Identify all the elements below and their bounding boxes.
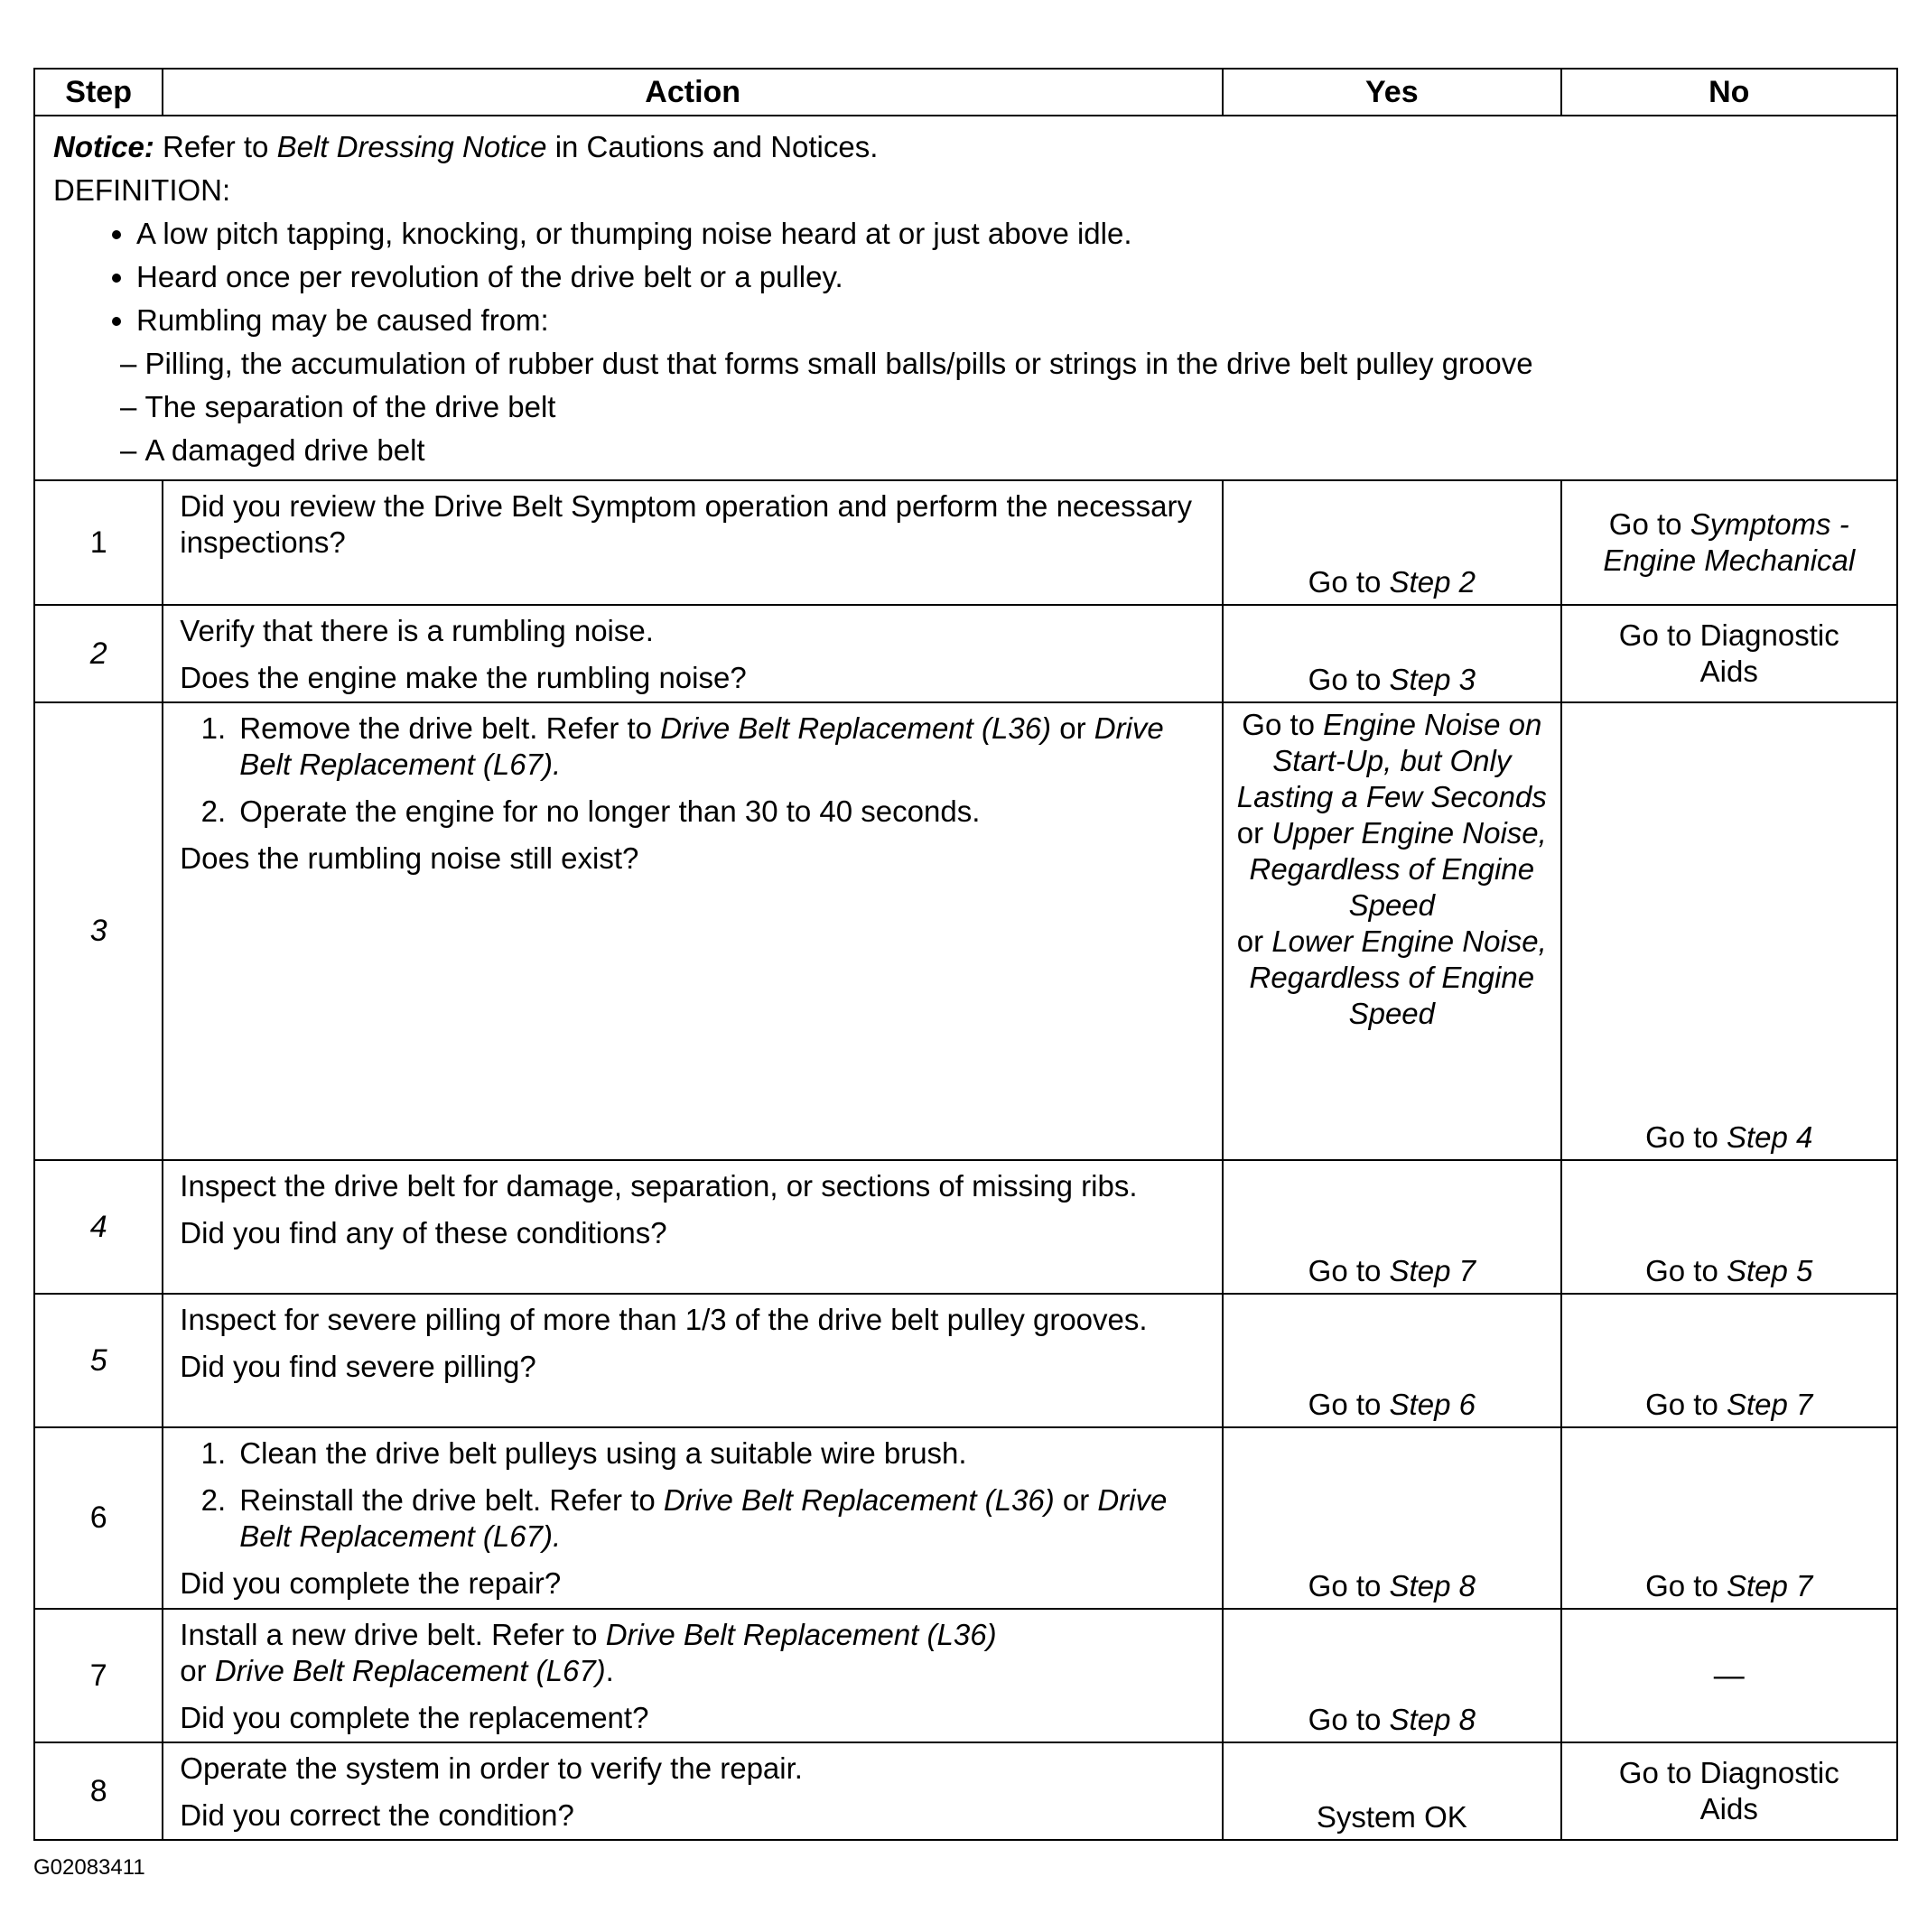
yes-cell <box>1223 1160 1560 1294</box>
no-cell <box>1561 605 1897 702</box>
dbr-l67-link[interactable]: Drive Belt Replacement (L67) <box>214 1654 606 1687</box>
definition-list <box>53 212 1878 342</box>
action-text: Verify that there is a rumbling noise. <box>180 614 654 647</box>
go-to-text: Go to <box>1608 507 1682 541</box>
or-text: or <box>1236 816 1264 850</box>
yes-cell <box>1223 480 1560 605</box>
action-question: Did you find any of these conditions? <box>180 1216 667 1249</box>
no-cell <box>1561 702 1897 1160</box>
cause-item: – A damaged drive belt <box>149 429 1878 472</box>
yes-cell <box>1223 1294 1560 1427</box>
step-number: 3 <box>34 702 163 1160</box>
no-cell <box>1561 1609 1897 1742</box>
step-link[interactable]: Step 7 <box>1389 1254 1476 1287</box>
go-to-text: Go to <box>1308 1388 1382 1421</box>
or-text: or <box>1236 924 1264 958</box>
or-text: or <box>1059 711 1086 745</box>
yes-cell <box>1223 605 1560 702</box>
action-step: 1. Remove the drive belt. Refer to Drive Belt Replacement (L36) or Drive Belt Replacement (L67). <box>234 711 1207 783</box>
diagnostic-aids-link[interactable]: Go to Diagnostic Aids <box>1618 1756 1839 1825</box>
step-link[interactable]: Step 7 <box>1727 1388 1813 1421</box>
no-cell <box>1561 1160 1897 1294</box>
action-question: Does the engine make the rumbling noise? <box>180 661 747 694</box>
action-steps <box>180 1435 1207 1555</box>
step-number: 7 <box>34 1609 163 1742</box>
action-text: Inspect for severe pilling of more than 1/3 of the drive belt pulley grooves. <box>180 1303 1148 1336</box>
step-link[interactable]: Step 8 <box>1389 1569 1476 1602</box>
dbr-l36-link[interactable]: Drive Belt Replacement (L36) <box>660 711 1052 745</box>
definition-label: DEFINITION: <box>53 173 231 207</box>
action-text: Operate the system in order to verify the repair. <box>180 1751 803 1785</box>
step-number: 8 <box>34 1742 163 1840</box>
notice-line <box>53 125 1878 169</box>
go-to-text: Go to <box>1308 1254 1382 1287</box>
step-action <box>163 1742 1223 1840</box>
yes-cell <box>1223 1742 1560 1840</box>
step-number: 2 <box>34 605 163 702</box>
upper-engine-noise-link[interactable]: Upper Engine Noise, Regardless of Engine Speed <box>1249 816 1547 922</box>
yes-cell <box>1223 702 1560 1160</box>
or-text: or <box>1062 1483 1090 1517</box>
step-row-5 <box>34 1294 1897 1427</box>
cause-list <box>53 342 1878 472</box>
no-cell <box>1561 1742 1897 1840</box>
engine-noise-startup-link[interactable]: Engine Noise on Start-Up, but Only Lasting a Few Seconds <box>1236 708 1547 813</box>
dbr-l36-link[interactable]: Drive Belt Replacement (L36) <box>663 1483 1055 1517</box>
step-row-2 <box>34 605 1897 702</box>
action-text: Reinstall the drive belt. Refer to <box>239 1483 656 1517</box>
go-to-text: Go to <box>1308 565 1382 599</box>
system-ok-text: System OK <box>1316 1800 1467 1834</box>
step-row-3 <box>34 702 1897 1160</box>
step-link[interactable]: Step 8 <box>1389 1703 1476 1736</box>
notice-text-after: in Cautions and Notices. <box>554 130 879 163</box>
action-step: 1. Clean the drive belt pulleys using a suitable wire brush. <box>234 1435 1207 1472</box>
step-action <box>163 1294 1223 1427</box>
action-text: Remove the drive belt. Refer to <box>239 711 653 745</box>
step-row-7 <box>34 1609 1897 1742</box>
action-text: Install a new drive belt. Refer to Drive Belt Replacement (L36) or Drive Belt Replacement (L67). <box>180 1618 997 1687</box>
step-action <box>163 480 1223 605</box>
header-row <box>34 69 1897 116</box>
step-action <box>163 702 1223 1160</box>
step-link[interactable]: Step 6 <box>1389 1388 1476 1421</box>
definition-item: • A low pitch tapping, knocking, or thumping noise heard at or just above idle. <box>136 212 1878 255</box>
action-text: Inspect the drive belt for damage, separation, or sections of missing ribs. <box>180 1169 1138 1203</box>
action-question: Did you correct the condition? <box>180 1798 574 1832</box>
dbr-l67-link[interactable]: Drive Belt Replacement (L67) <box>239 1483 1168 1553</box>
cause-item: – The separation of the drive belt <box>149 385 1878 429</box>
action-step: 2. Reinstall the drive belt. Refer to Drive Belt Replacement (L36) or Drive Belt Replacement (L67). <box>234 1482 1207 1555</box>
no-dash: — <box>1713 1658 1745 1693</box>
action-question: Does the rumbling noise still exist? <box>180 841 639 875</box>
action-question: Did you find severe pilling? <box>180 1350 536 1383</box>
definition-item: • Rumbling may be caused from: <box>136 299 1878 342</box>
symptoms-link[interactable]: Symptoms - Engine Mechanical <box>1603 507 1856 577</box>
step-action <box>163 1427 1223 1609</box>
step-number: 1 <box>34 480 163 605</box>
go-to-text: Go to <box>1308 1703 1382 1736</box>
step-action <box>163 1609 1223 1742</box>
step-link[interactable]: Step 4 <box>1727 1120 1813 1154</box>
or-text: or <box>180 1654 207 1687</box>
go-to-text: Go to <box>1645 1120 1718 1154</box>
step-row-4 <box>34 1160 1897 1294</box>
yes-cell <box>1223 1427 1560 1609</box>
header-no: No <box>1561 69 1897 116</box>
action-question: Did you complete the replacement? <box>180 1701 649 1734</box>
step-link[interactable]: Step 3 <box>1389 663 1476 696</box>
action-step: 2. Operate the engine for no longer than 30 to 40 seconds. <box>234 794 1207 830</box>
action-steps <box>180 711 1207 830</box>
step-row-1 <box>34 480 1897 605</box>
diagnostic-table <box>33 68 1898 1841</box>
step-link[interactable]: Step 2 <box>1389 565 1476 599</box>
lower-engine-noise-link[interactable]: Lower Engine Noise, Regardless of Engine Speed <box>1249 924 1547 1030</box>
go-to-text: Go to <box>1242 708 1315 741</box>
notice-text: Refer to <box>163 130 269 163</box>
step-number: 6 <box>34 1427 163 1609</box>
header-yes: Yes <box>1223 69 1560 116</box>
step-number: 5 <box>34 1294 163 1427</box>
dbr-l36-link[interactable]: Drive Belt Replacement (L36) <box>605 1618 997 1651</box>
step-number: 4 <box>34 1160 163 1294</box>
belt-dressing-notice-link[interactable]: Belt Dressing Notice <box>276 130 547 163</box>
action-question: Did you complete the repair? <box>180 1566 562 1600</box>
header-step: Step <box>34 69 163 116</box>
notice-label: Notice: <box>53 130 154 163</box>
go-to-text: Go to <box>1645 1569 1718 1602</box>
no-cell <box>1561 1427 1897 1609</box>
go-to-text: Go to <box>1645 1254 1718 1287</box>
figure-code: G02083411 <box>33 1855 145 1880</box>
notice-row <box>34 116 1897 480</box>
step-action <box>163 1160 1223 1294</box>
go-to-text: Go to <box>1308 663 1382 696</box>
no-cell <box>1561 480 1897 605</box>
header-action: Action <box>163 69 1223 116</box>
step-link[interactable]: Step 7 <box>1727 1569 1813 1602</box>
dbr-l67-link[interactable]: Drive Belt Replacement (L67) <box>239 711 1164 781</box>
action-question: Did you review the Drive Belt Symptom operation and perform the necessary inspections? <box>180 489 1192 559</box>
step-action <box>163 605 1223 702</box>
action-text-pre: Install a new drive belt. Refer to <box>180 1618 598 1651</box>
step-row-6 <box>34 1427 1897 1609</box>
diagnostic-aids-link[interactable]: Go to Diagnostic Aids <box>1618 618 1839 688</box>
definition-item: • Heard once per revolution of the drive belt or a pulley. <box>136 255 1878 299</box>
go-to-text: Go to <box>1308 1569 1382 1602</box>
no-cell <box>1561 1294 1897 1427</box>
yes-cell <box>1223 1609 1560 1742</box>
step-link[interactable]: Step 5 <box>1727 1254 1813 1287</box>
step-row-8 <box>34 1742 1897 1840</box>
cause-item: – Pilling, the accumulation of rubber dust that forms small balls/pills or strings in the drive belt pulley groove <box>149 342 1878 385</box>
notice-cell <box>34 116 1897 480</box>
go-to-text: Go to <box>1645 1388 1718 1421</box>
